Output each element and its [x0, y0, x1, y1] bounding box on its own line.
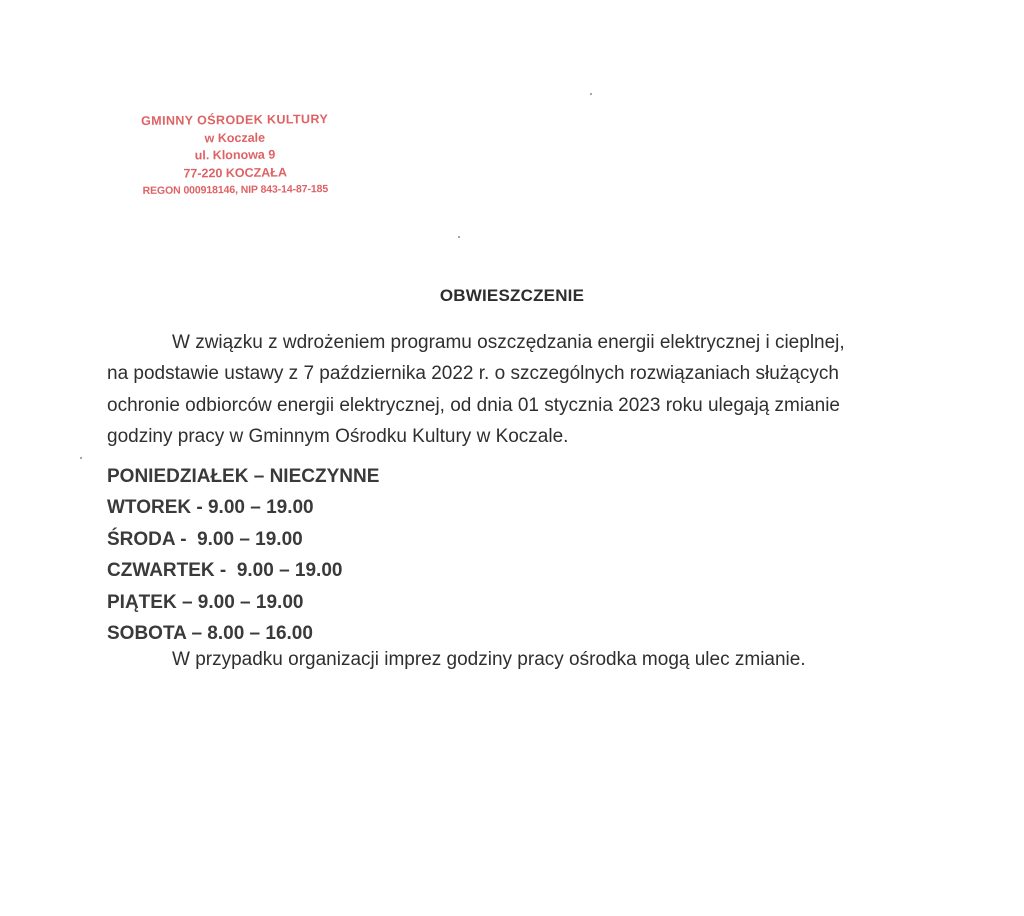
hours-saturday: SOBOTA – 8.00 – 16.00 — [107, 623, 313, 645]
hours-tuesday: WTOREK - 9.00 – 19.00 — [107, 497, 314, 519]
notice-title: OBWIESZCZENIE — [439, 286, 585, 305]
stamp-line-town: w Koczale — [204, 130, 266, 145]
notice-intro — [107, 327, 927, 452]
scan-speck — [458, 236, 460, 238]
closing-note: W przypadku organizacji imprez godziny pracy ośrodka mogą ulec zmianie. — [172, 649, 806, 670]
stamp-line-postcode: 77-220 KOCZAŁA — [183, 164, 287, 181]
intro-line-4: godziny pracy w Gminnym Ośrodku Kultury w Koczale. — [107, 425, 569, 447]
scan-speck — [80, 457, 82, 459]
hours-monday: PONIEDZIAŁEK – NIECZYNNE — [107, 466, 380, 487]
intro-line-3: ochronie odbiorców energii elektrycznej, od dnia 01 stycznia 2023 roku ulegają zmianie — [107, 394, 840, 416]
hours-wednesday: ŚRODA - 9.00 – 19.00 — [107, 528, 303, 550]
hours-thursday: CZWARTEK - 9.00 – 19.00 — [107, 560, 343, 582]
scan-speck — [590, 93, 592, 95]
stamp-line-name: GMINNY OŚRODEK KULTURY — [141, 112, 329, 128]
stamp-line-street: ul. Klonowa 9 — [194, 147, 276, 163]
hours-friday: PIĄTEK – 9.00 – 19.00 — [107, 591, 304, 613]
stamp-line-regon-nip: REGON 000918146, NIP 843-14-87-185 — [142, 183, 329, 197]
intro-line-1: W związku z wdrożeniem programu oszczędzania energii elektrycznej i cieplnej, — [172, 332, 845, 353]
intro-line-2: na podstawie ustawy z 7 października 2022 r. o szczególnych rozwiązaniach służących — [107, 363, 839, 385]
opening-hours-list — [107, 461, 379, 649]
institution-stamp — [110, 111, 361, 201]
